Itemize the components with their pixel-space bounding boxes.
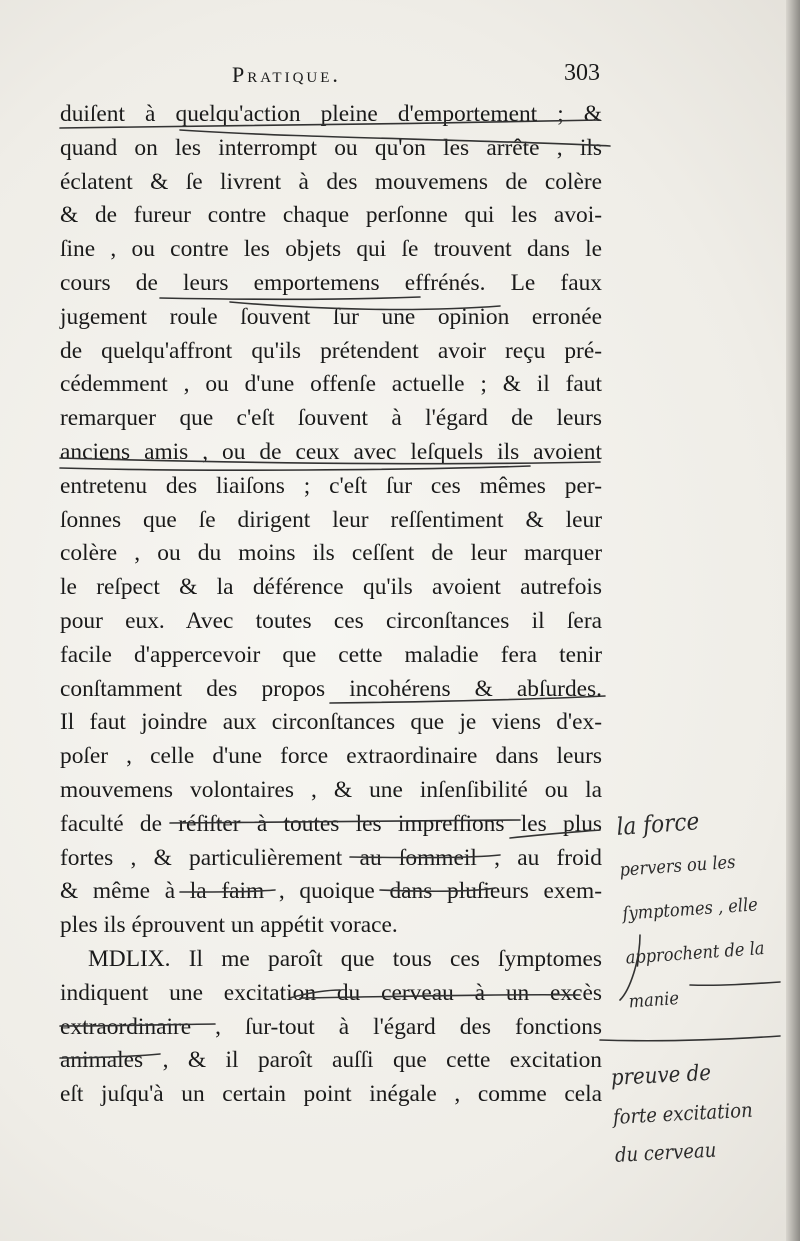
running-title: Pratique. <box>232 62 341 87</box>
text-line: indiquent une excitation du cerveau à un excès <box>60 979 602 1006</box>
note-line: ſymptomes , elle <box>621 894 759 925</box>
note-line: pervers ou les <box>618 851 737 881</box>
text-line: & même à la faim , quoique dans pluſieurs exem- <box>60 878 602 905</box>
text-line: fortes , & particulièrement au ſommeil , au froid <box>60 844 602 871</box>
text-line: quand on les interrompt ou qu'on les arrête , ils <box>60 134 602 161</box>
text-line: cours de leurs emportemens effrénés. Le faux <box>60 269 602 296</box>
note-line: preuve de <box>610 1060 712 1091</box>
text-line: conſtamment des propos incohérens & abſurdes. <box>60 675 602 702</box>
page-edge-shadow <box>786 0 800 1241</box>
handwritten-margin-note <box>610 1053 756 1174</box>
text-line: anciens amis , ou de ceux avec leſquels ils avoient <box>60 438 602 465</box>
text-line: duiſent à quelqu'action pleine d'emportement ; & <box>60 101 602 127</box>
text-line: faculté de réſiſter à toutes les impreſſions les plus <box>60 810 602 837</box>
text-line: facile d'appercevoir que cette maladie fera tenir <box>60 641 602 668</box>
text-line: de quelqu'affront qu'ils prétendent avoir reçu pré- <box>60 337 602 364</box>
note-line: forte excitation <box>612 1097 754 1129</box>
text-line: ſine , ou contre les objets qui ſe trouvent dans le <box>60 236 602 263</box>
body-text <box>60 98 602 1112</box>
text-line: eſt juſqu'à un certain point inégale , comme cela <box>60 1081 602 1108</box>
text-line: cédemment , ou d'une offenſe actuelle ; & il faut <box>60 371 602 398</box>
text-line: MDLIX. Il me paroît que tous ces ſymptomes <box>88 945 602 972</box>
note-line: la force <box>615 807 701 841</box>
text-line: jugement roule ſouvent ſur une opinion erronée <box>60 303 602 330</box>
text-line: entretenu des liaiſons ; c'eſt ſur ces mêmes per- <box>60 472 602 499</box>
text-line: animales , & il paroît auſſi que cette excitation <box>60 1047 602 1074</box>
page-number: 303 <box>564 60 600 86</box>
text-line: ſonnes que ſe dirigent leur reſſentiment & leur <box>60 506 602 533</box>
text-line: remarquer que c'eſt ſouvent à l'égard de leurs <box>60 405 602 432</box>
underline-mark <box>600 1036 780 1041</box>
page-header <box>60 60 600 94</box>
text-line: ples ils éprouvent un appétit vorace. <box>60 912 398 939</box>
text-line: pour eux. Avec toutes ces circonſtances il ſera <box>60 607 602 634</box>
text-line: extraordinaire , ſur-tout à l'égard des fonctions <box>60 1013 602 1040</box>
note-line: manie <box>628 988 680 1013</box>
text-line: Il faut joindre aux circonſtances que je viens d'ex- <box>60 709 602 736</box>
text-line: mouvemens volontaires , & une inſenſibilité ou la <box>60 776 602 803</box>
note-line: du cerveau <box>614 1137 717 1167</box>
text-line: le reſpect & la déférence qu'ils avoient autrefois <box>60 574 602 601</box>
text-line: colère , ou du moins ils ceſſent de leur marquer <box>60 540 602 567</box>
text-line: éclatent & ſe livrent à des mouvemens de colère <box>60 168 602 195</box>
text-line: poſer , celle d'une force extraordinaire dans leurs <box>60 743 602 770</box>
text-line: & de fureur contre chaque perſonne qui les avoi- <box>60 202 602 229</box>
note-line: approchent de la <box>624 937 766 969</box>
handwritten-margin-note <box>615 795 769 1024</box>
